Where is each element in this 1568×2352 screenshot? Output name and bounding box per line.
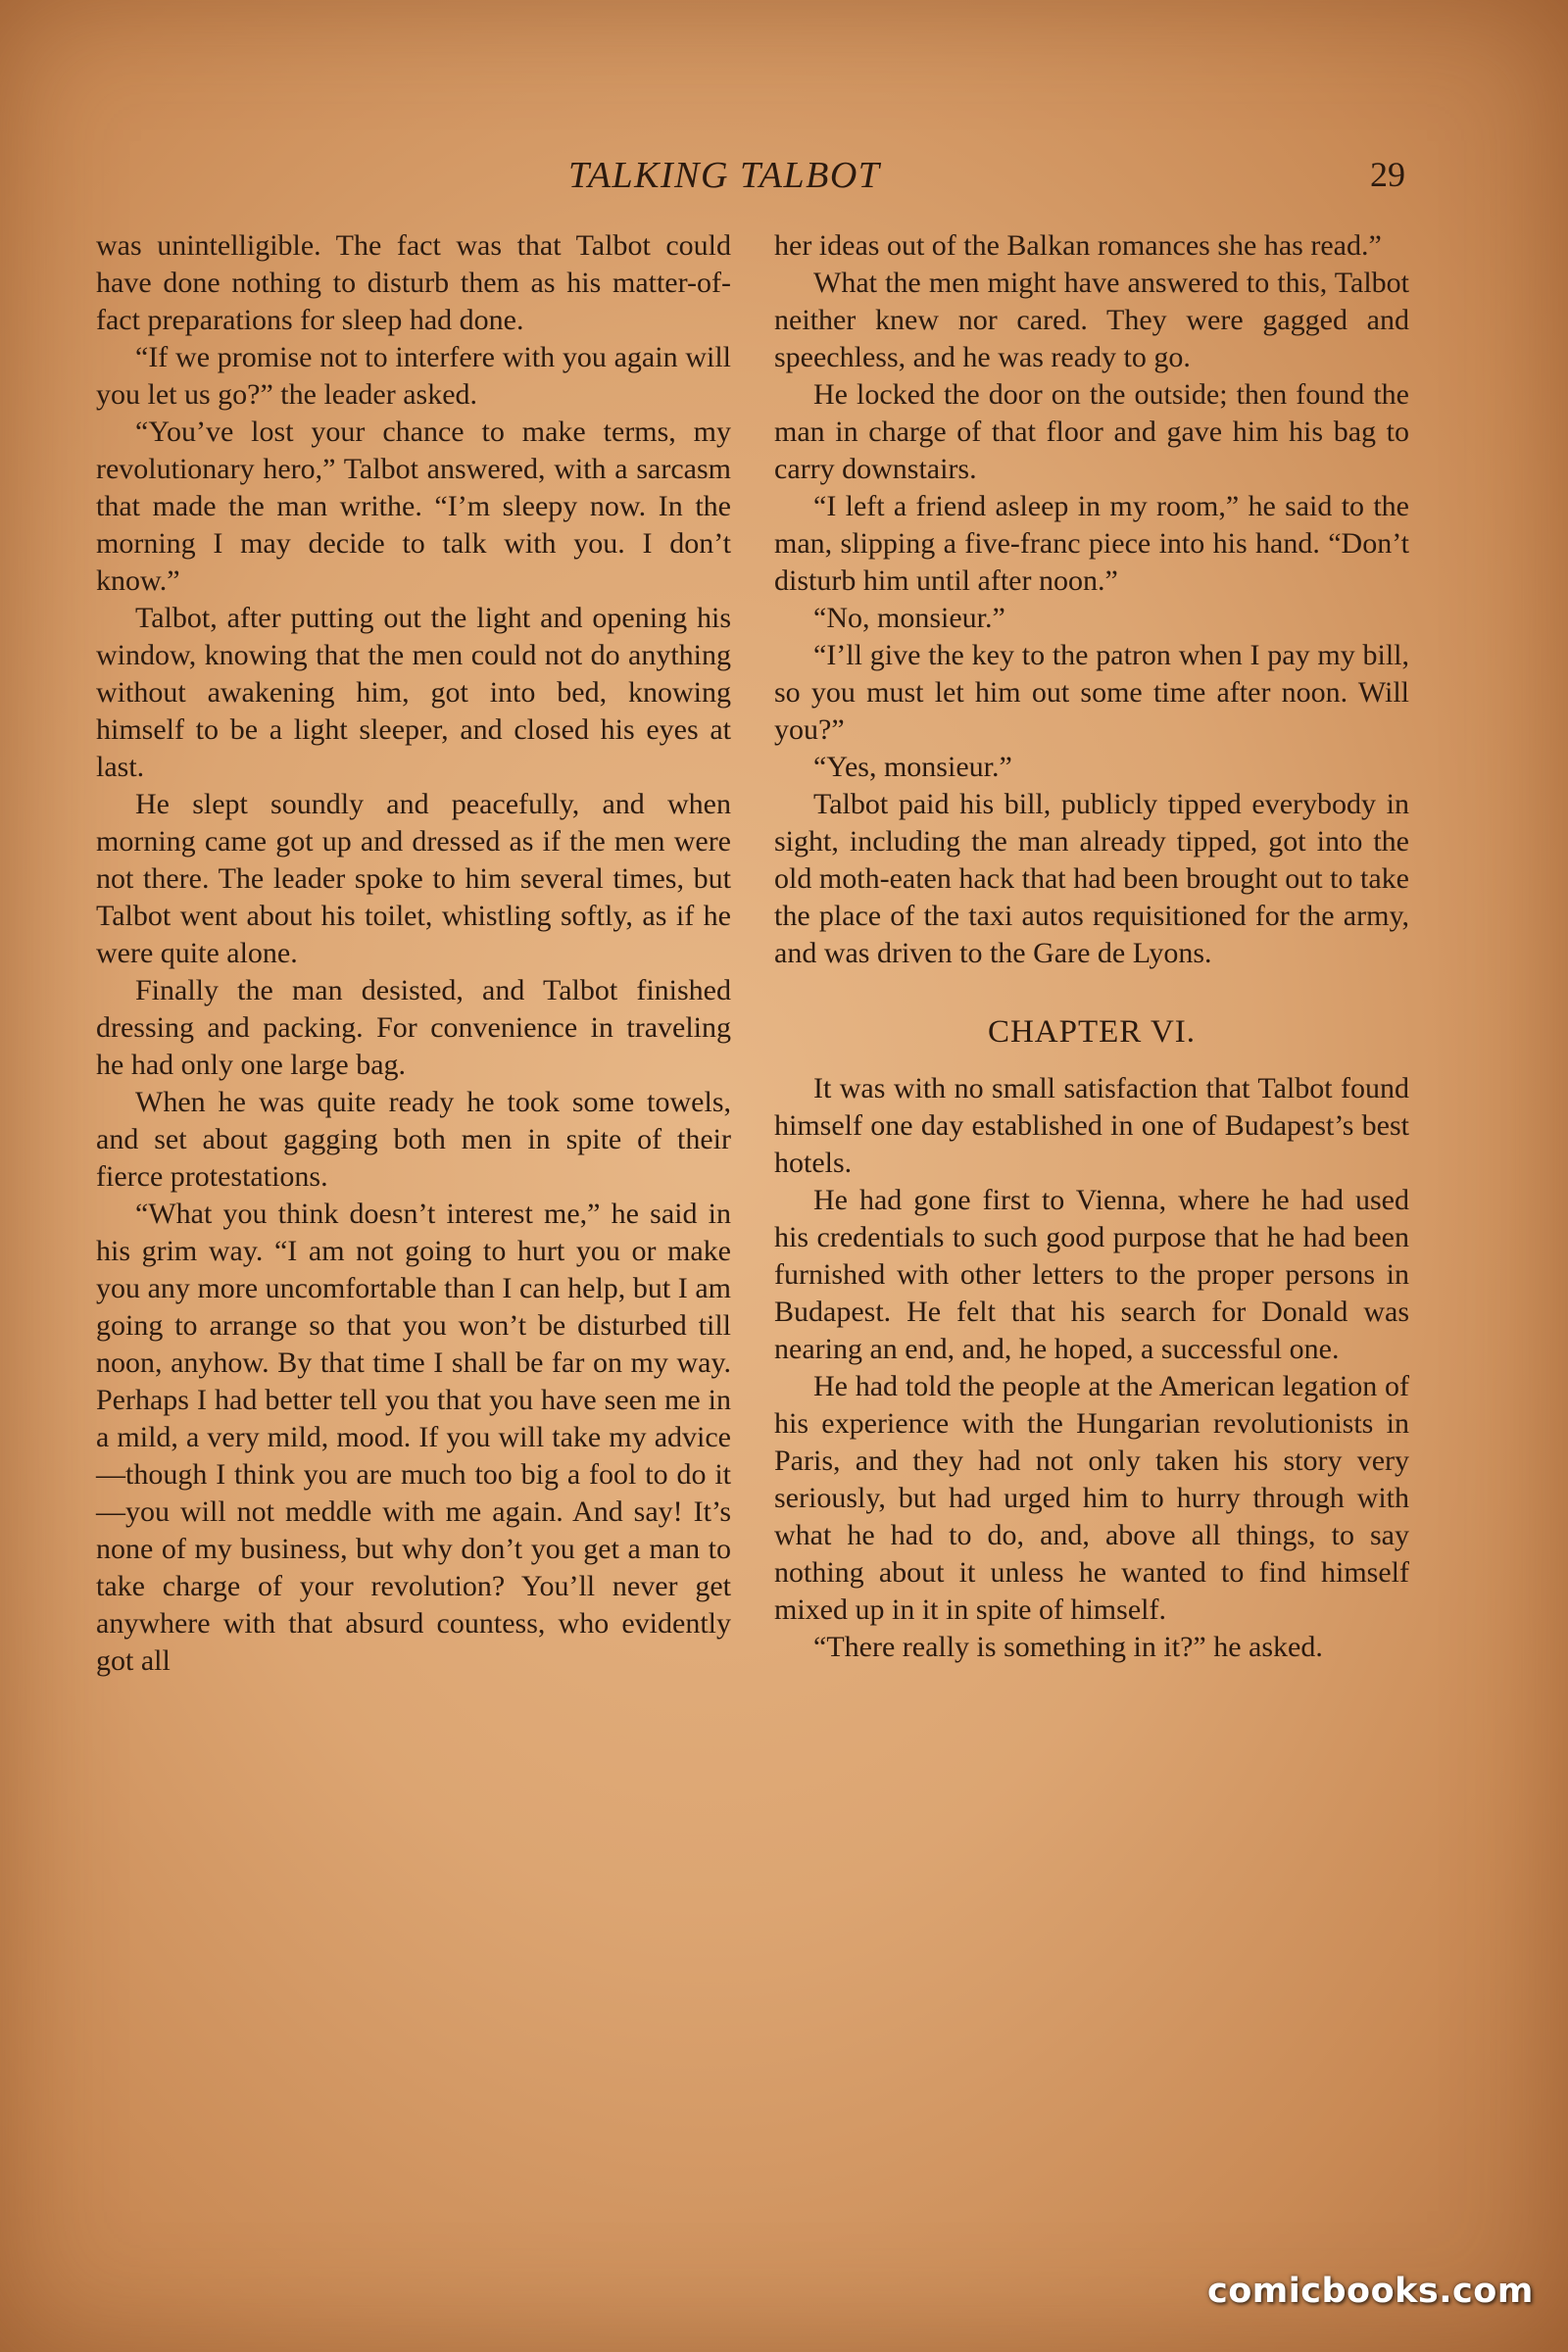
paragraph: “I’ll give the key to the patron when I pay my bill, so you must let him out some time after noon. Will you?” — [774, 639, 1409, 746]
running-header — [0, 154, 1568, 203]
running-title: TALKING TALBOT — [568, 155, 881, 196]
paragraph: He had told the people at the American legation of his experience with the Hungarian revolutionists in Paris, and they had not only taken his story very seriously, but had urged him to hurry through with what he had to do, and, above all things, to say nothing about it unless he wanted to find himself mixed up in it in spite of himself. — [774, 1370, 1409, 1626]
paragraph: It was with no small satisfaction that Talbot found himself one day established in one of Budapest’s best hotels. — [774, 1072, 1409, 1179]
paragraph: Talbot paid his bill, publicly tipped everybody in sight, including the man already tipped, got into the old moth-eaten hack that had been brought out to take the place of the taxi autos requisitioned for the army, and was driven to the Gare de Lyons. — [774, 788, 1409, 969]
paragraph: Finally the man desisted, and Talbot finished dressing and packing. For convenience in traveling he had only one large bag. — [96, 974, 731, 1081]
paragraph: Talbot, after putting out the light and opening his window, knowing that the men could not do anything without awakening him, got into bed, knowing himself to be a light sleeper, and closed his eyes at last. — [96, 602, 731, 783]
paragraph: He locked the door on the outside; then found the man in charge of that floor and gave him his bag to carry downstairs. — [774, 378, 1409, 485]
paragraph: “Yes, monsieur.” — [813, 751, 1012, 783]
paragraph: “No, monsieur.” — [813, 602, 1005, 634]
left-column — [96, 227, 731, 1680]
paragraph: When he was quite ready he took some towels, and set about gagging both men in spite of their fierce protestations. — [96, 1086, 731, 1193]
paragraph: her ideas out of the Balkan romances she has read.” — [774, 229, 1382, 262]
paragraph: “There really is something in it?” he asked. — [813, 1631, 1323, 1663]
paragraph: “You’ve lost your chance to make terms, my revolutionary hero,” Talbot answered, with a sarcasm that made the man writhe. “I’m sleepy now. In the morning I may decide to talk with you. I don’t know.” — [96, 416, 731, 597]
paragraph: “I left a friend asleep in my room,” he said to the man, slipping a five-franc piece into his hand. “Don’t disturb him until after noon.” — [774, 490, 1409, 597]
right-column — [774, 227, 1409, 1666]
paragraph: He had gone first to Vienna, where he had used his credentials to such good purpose that he had been furnished with other letters to the proper persons in Budapest. He felt that his search for Donald was nearing an end, and, he hoped, a successful one. — [774, 1184, 1409, 1365]
chapter-heading: CHAPTER VI. — [987, 1014, 1197, 1050]
paragraph: was unintelligible. The fact was that Talbot could have done nothing to disturb them as his matter-of-fact preparations for sleep had done. — [96, 229, 731, 336]
page-number: 29 — [1370, 155, 1405, 194]
paragraph: “If we promise not to interfere with you again will you let us go?” the leader asked. — [96, 341, 731, 411]
paragraph: “What you think doesn’t interest me,” he said in his grim way. “I am not going to hurt you or make you any more uncomfortable than I can help, but I am going to arrange so that you won’t be disturbed till noon, anyhow. By that time I shall be far on my way. Perhaps I had better tell you that you have seen me in a mild, a very mild, mood. If you will take my advice—though I think you are much too big a fool to do it—you will not meddle with me again. And say! It’s none of my business, but why don’t you get a man to take charge of your revolution? You’ll never get anywhere with that absurd countess, who evidently got all — [96, 1198, 731, 1677]
site-watermark: comicbooks.com — [1207, 2272, 1534, 2311]
paragraph: He slept soundly and peacefully, and when morning came got up and dressed as if the men were not there. The leader spoke to him several times, but Talbot went about his toilet, whistling softly, as if he were quite alone. — [96, 788, 731, 969]
paragraph: What the men might have answered to this, Talbot neither knew nor cared. They were gagged and speechless, and he was ready to go. — [774, 267, 1409, 373]
